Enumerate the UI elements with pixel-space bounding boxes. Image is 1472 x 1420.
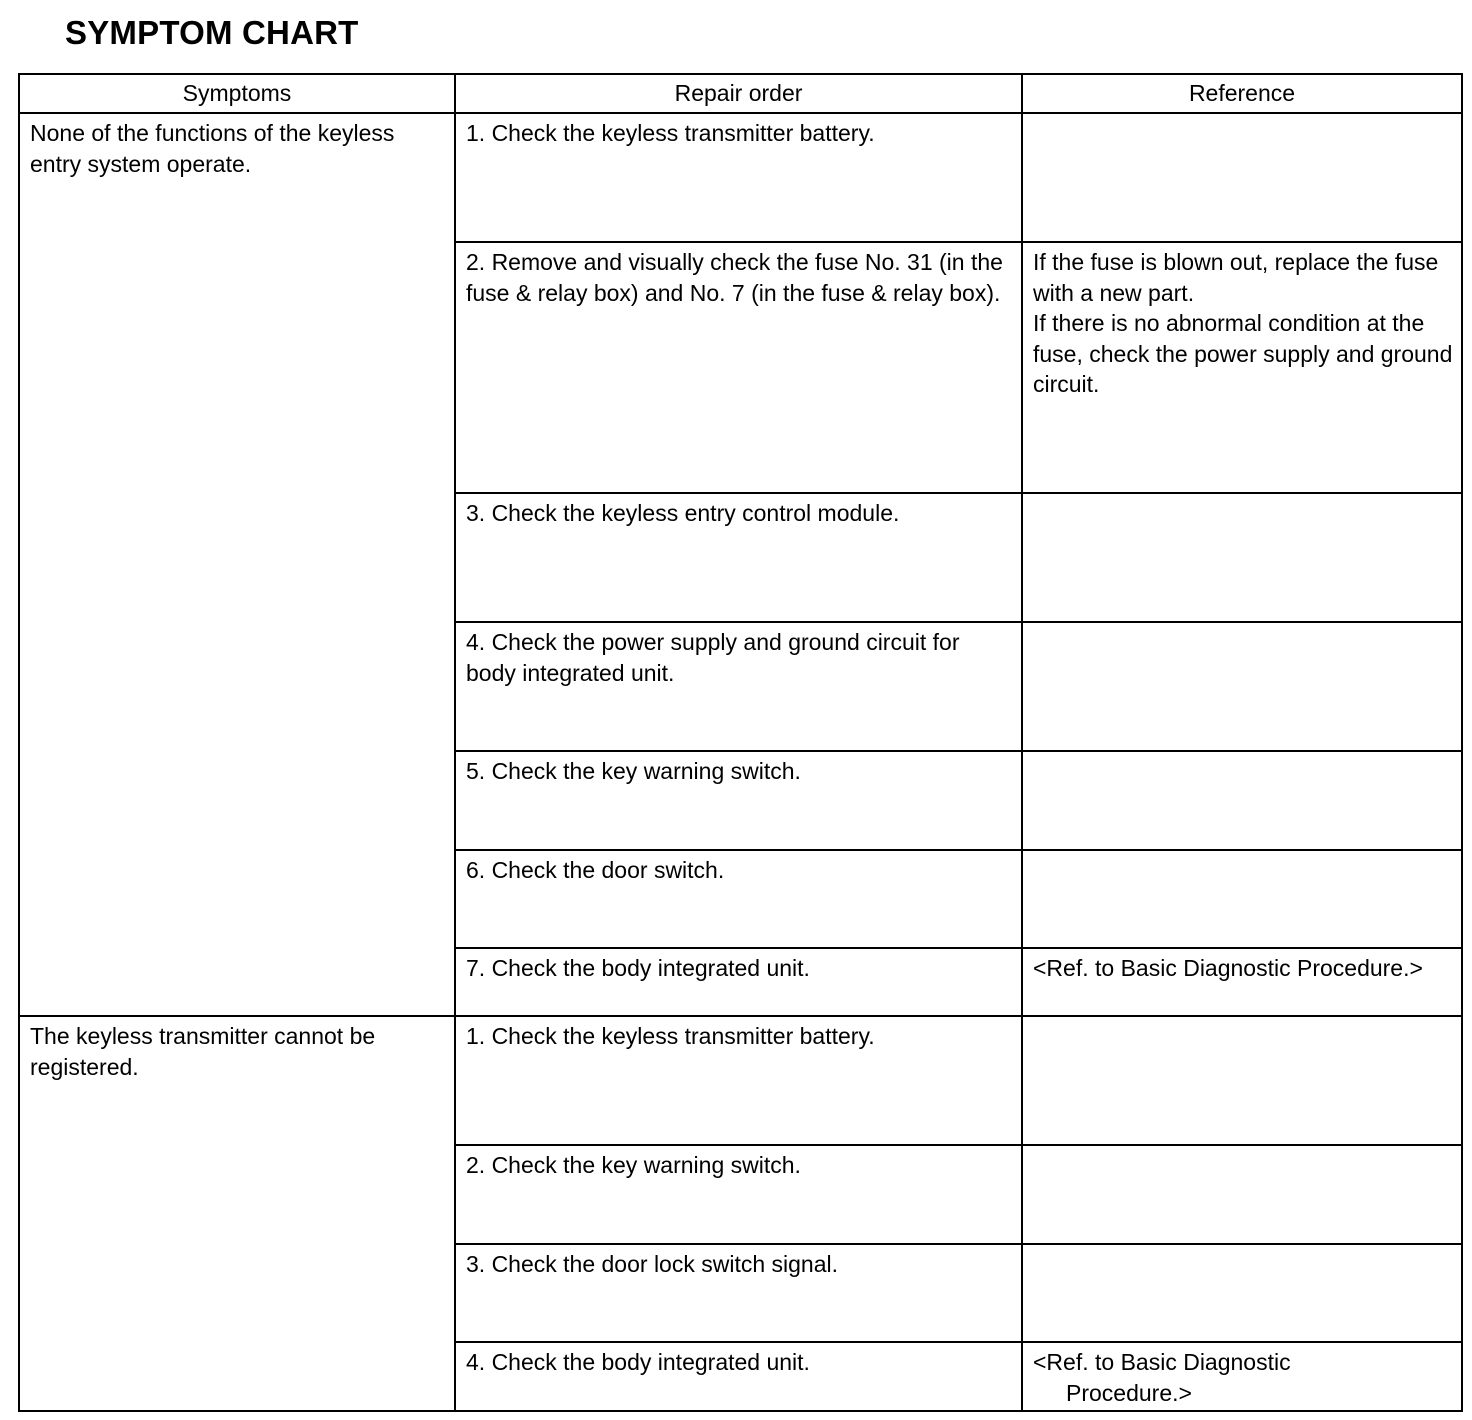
- reference-cell: [1022, 622, 1462, 751]
- reference-cell: [1022, 1145, 1462, 1244]
- reference-cell: [1022, 1244, 1462, 1342]
- reference-cell: [1022, 113, 1462, 242]
- reference-line: If there is no abnormal condition at the fuse, check the power supply and ground circuit.: [1033, 310, 1453, 397]
- symptom-chart-table: [18, 73, 1463, 1412]
- repair-step: 1. Check the keyless transmitter battery.: [455, 1016, 1022, 1145]
- reference-text: <Ref. to Basic Diagnostic Procedure.>: [1033, 1349, 1291, 1406]
- reference-line: If the fuse is blown out, replace the fuse with a new part.: [1033, 249, 1439, 306]
- repair-step: 4. Check the body integrated unit.: [455, 1342, 1022, 1411]
- reference-cell: [1022, 1342, 1462, 1411]
- header-repair-order: Repair order: [455, 74, 1022, 113]
- repair-step: 6. Check the door switch.: [455, 850, 1022, 948]
- header-symptoms: Symptoms: [19, 74, 455, 113]
- reference-cell: [1022, 242, 1462, 493]
- repair-step: 2. Remove and visually check the fuse No. 31 (in the fuse & relay box) and No. 7 (in the fuse & relay box).: [455, 242, 1022, 493]
- repair-step: 5. Check the key warning switch.: [455, 751, 1022, 850]
- reference-cell: [1022, 751, 1462, 850]
- table-header-row: [19, 74, 1462, 113]
- reference-cell: [1022, 850, 1462, 948]
- repair-step: 2. Check the key warning switch.: [455, 1145, 1022, 1244]
- symptom-cell: None of the functions of the keyless entry system operate.: [19, 113, 455, 1016]
- reference-cell: [1022, 1016, 1462, 1145]
- repair-step: 7. Check the body integrated unit.: [455, 948, 1022, 1016]
- reference-cell: <Ref. to Basic Diagnostic Procedure.>: [1022, 948, 1462, 1016]
- table-row: [19, 113, 1462, 242]
- symptom-cell: The keyless transmitter cannot be registered.: [19, 1016, 455, 1411]
- repair-step: 1. Check the keyless transmitter battery.: [455, 113, 1022, 242]
- repair-step: 3. Check the keyless entry control module.: [455, 493, 1022, 622]
- table-row: [19, 1016, 1462, 1145]
- page-title: SYMPTOM CHART: [65, 14, 359, 51]
- header-reference: Reference: [1022, 74, 1462, 113]
- repair-step: 3. Check the door lock switch signal.: [455, 1244, 1022, 1342]
- repair-step: 4. Check the power supply and ground circuit for body integrated unit.: [455, 622, 1022, 751]
- reference-cell: [1022, 493, 1462, 622]
